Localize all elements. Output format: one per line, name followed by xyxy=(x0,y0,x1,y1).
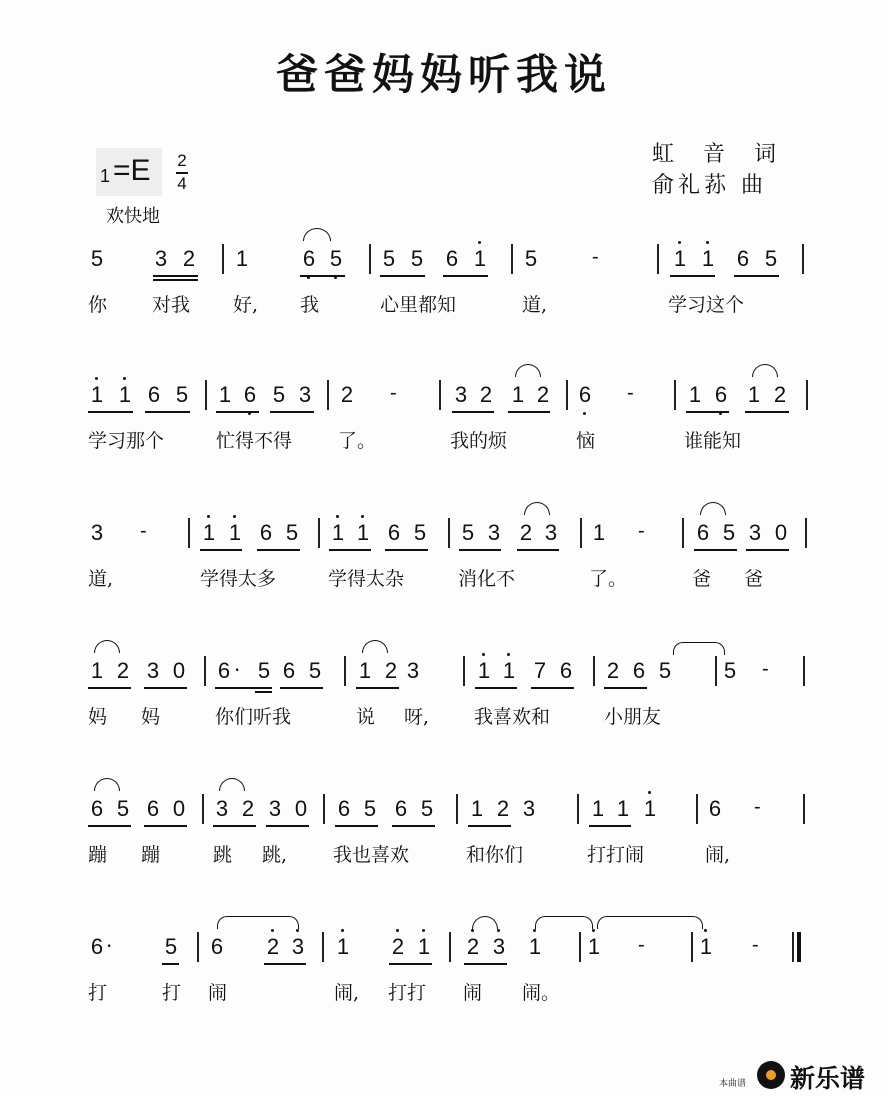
note: 5 xyxy=(90,246,104,271)
lyric: 爸 xyxy=(744,568,764,590)
lyric: 道, xyxy=(88,568,114,590)
note: 5 xyxy=(308,658,322,683)
note: 1 xyxy=(417,934,431,959)
note: 6 xyxy=(736,246,750,271)
lyric: 闹 xyxy=(208,982,228,1004)
underline xyxy=(144,687,187,689)
vinyl-record-icon xyxy=(757,1061,785,1089)
barline xyxy=(566,380,568,410)
note: 3 xyxy=(544,520,558,545)
note: 1 xyxy=(643,796,657,821)
lyric: 打 xyxy=(88,982,108,1004)
barline xyxy=(463,656,465,686)
lyric: 好, xyxy=(233,294,259,316)
slur xyxy=(94,640,120,653)
slur xyxy=(472,916,498,929)
underline xyxy=(329,549,371,551)
underline xyxy=(88,825,131,827)
dash: - xyxy=(762,658,769,680)
score-row-5 xyxy=(0,782,888,892)
note: 1 xyxy=(699,934,713,959)
barline xyxy=(682,518,684,548)
note: 5 xyxy=(329,246,343,271)
note: 5 xyxy=(410,246,424,271)
note: 6 xyxy=(708,796,722,821)
underline xyxy=(734,275,779,277)
lyric: 爸 xyxy=(692,568,712,590)
note: 5 xyxy=(382,246,396,271)
note: 6 xyxy=(632,658,646,683)
underline xyxy=(389,963,432,965)
note: 3 xyxy=(492,934,506,959)
underline xyxy=(257,549,300,551)
note: 6 xyxy=(714,382,728,407)
note: 6 xyxy=(147,382,161,407)
underline xyxy=(153,275,198,277)
note: 1 xyxy=(616,796,630,821)
note: 5 xyxy=(722,520,736,545)
note: 2 xyxy=(182,246,196,271)
dash: - xyxy=(752,934,759,956)
footer-note: 本曲谱 xyxy=(719,1079,747,1089)
note: 3 xyxy=(291,934,305,959)
lyric: 跳 xyxy=(213,844,233,866)
barline xyxy=(657,244,659,274)
note: 1 xyxy=(688,382,702,407)
barline xyxy=(344,656,346,686)
composer-credit: 俞礼荪 曲 xyxy=(652,173,767,198)
lyric: 跳, xyxy=(262,844,288,866)
note: 2 xyxy=(519,520,533,545)
barline xyxy=(593,656,595,686)
lyric: 闹, xyxy=(334,982,360,1004)
note: 1 xyxy=(528,934,542,959)
underline xyxy=(475,687,517,689)
lyric: 学习这个 xyxy=(668,294,745,316)
note: 1 xyxy=(90,382,104,407)
note: 5 xyxy=(764,246,778,271)
lyric: 蹦 xyxy=(88,844,108,866)
tie xyxy=(597,916,703,929)
lyric: 忙得不得 xyxy=(216,430,293,452)
barline xyxy=(222,244,224,274)
barline xyxy=(188,518,190,548)
dash: - xyxy=(754,796,761,818)
underline xyxy=(162,963,179,965)
slur xyxy=(752,364,778,377)
note: 6 xyxy=(445,246,459,271)
note: 1 xyxy=(502,658,516,683)
dash: - xyxy=(592,246,599,268)
lyric: 闹。 xyxy=(522,982,561,1004)
note: 0 xyxy=(294,796,308,821)
augmentation-dot: · xyxy=(234,658,241,682)
barline xyxy=(449,932,451,962)
note: 2 xyxy=(496,796,510,821)
note: 1 xyxy=(235,246,249,271)
note: 3 xyxy=(522,796,536,821)
lyric: 打打 xyxy=(388,982,427,1004)
dash: - xyxy=(638,520,645,542)
lyric: 打打闹 xyxy=(587,844,645,866)
note: 0 xyxy=(172,796,186,821)
note: 2 xyxy=(116,658,130,683)
lyric: 和你们 xyxy=(466,844,524,866)
underline xyxy=(216,411,259,413)
barline xyxy=(202,794,204,824)
underline xyxy=(694,549,737,551)
underline xyxy=(746,549,789,551)
note: 5 xyxy=(658,658,672,683)
lyric: 呀, xyxy=(404,706,430,728)
lyric: 学得太多 xyxy=(200,568,277,590)
note: 6 xyxy=(696,520,710,545)
underline xyxy=(464,963,507,965)
note: 2 xyxy=(266,934,280,959)
slur xyxy=(515,364,541,377)
lyric: 妈 xyxy=(141,706,161,728)
score-row-1 xyxy=(0,232,888,342)
note: 6 xyxy=(259,520,273,545)
note: 5 xyxy=(363,796,377,821)
lyric: 我也喜欢 xyxy=(333,844,410,866)
barline xyxy=(803,656,805,686)
note: 3 xyxy=(748,520,762,545)
score-row-2 xyxy=(0,368,888,478)
note: 5 xyxy=(285,520,299,545)
underline xyxy=(264,963,306,965)
underline xyxy=(255,691,272,693)
slur xyxy=(303,228,331,241)
underline xyxy=(88,411,133,413)
note: 2 xyxy=(466,934,480,959)
lyric: 说 xyxy=(356,706,376,728)
note: 6 xyxy=(578,382,592,407)
barline xyxy=(674,380,676,410)
barline xyxy=(803,794,805,824)
lyricist-credit: 虹 音 词 xyxy=(652,142,780,167)
note: 2 xyxy=(773,382,787,407)
tie xyxy=(535,916,593,929)
note: 0 xyxy=(774,520,788,545)
underline xyxy=(686,411,729,413)
final-barline-thin xyxy=(792,932,794,962)
note: 6 xyxy=(387,520,401,545)
underline xyxy=(213,825,256,827)
note: 1 xyxy=(511,382,525,407)
augmentation-dot: · xyxy=(106,934,113,958)
underline xyxy=(517,549,559,551)
underline xyxy=(280,687,323,689)
tempo-marking: 欢快地 xyxy=(106,206,160,227)
lyric: 蹦 xyxy=(141,844,161,866)
note: 5 xyxy=(420,796,434,821)
note: 1 xyxy=(747,382,761,407)
dash: - xyxy=(140,520,147,542)
underline xyxy=(443,275,488,277)
lyric: 我的烦 xyxy=(450,430,508,452)
barline xyxy=(577,794,579,824)
note: 5 xyxy=(116,796,130,821)
final-barline-thick xyxy=(797,932,801,962)
note: 6 xyxy=(243,382,257,407)
dash: - xyxy=(390,382,397,404)
note: 1 xyxy=(473,246,487,271)
underline xyxy=(266,825,309,827)
note: 6 xyxy=(282,658,296,683)
underline xyxy=(468,825,511,827)
site-logo[interactable]: 新乐谱 xyxy=(790,1064,866,1093)
note: 1 xyxy=(591,796,605,821)
barline xyxy=(448,518,450,548)
underline xyxy=(153,279,198,281)
note: 5 xyxy=(257,658,271,683)
note: 3 xyxy=(487,520,501,545)
note: 2 xyxy=(536,382,550,407)
barline xyxy=(197,932,199,962)
slur xyxy=(94,778,120,791)
slur xyxy=(217,916,299,929)
underline xyxy=(335,825,378,827)
underline xyxy=(459,549,501,551)
note: 6 xyxy=(90,796,104,821)
score-row-4 xyxy=(0,644,888,754)
key-one: 1 xyxy=(100,166,111,186)
slur xyxy=(219,778,245,791)
barline xyxy=(204,656,206,686)
lyric: 了。 xyxy=(338,430,377,452)
note: 6 xyxy=(217,658,231,683)
note: 1 xyxy=(358,658,372,683)
score-row-3 xyxy=(0,506,888,616)
note: 6 xyxy=(394,796,408,821)
underline xyxy=(356,687,399,689)
note: 1 xyxy=(592,520,606,545)
note: 2 xyxy=(340,382,354,407)
barline xyxy=(715,656,717,686)
underline xyxy=(215,687,272,689)
note: 3 xyxy=(146,658,160,683)
note: 5 xyxy=(461,520,475,545)
tie xyxy=(673,642,725,655)
lyric: 了。 xyxy=(589,568,628,590)
note: 7 xyxy=(533,658,547,683)
slur xyxy=(700,502,726,515)
barline xyxy=(456,794,458,824)
note: 3 xyxy=(454,382,468,407)
note: 1 xyxy=(336,934,350,959)
barline xyxy=(580,518,582,548)
note: 3 xyxy=(154,246,168,271)
lyric: 你 xyxy=(88,294,108,316)
underline xyxy=(270,411,314,413)
page-title: 爸爸妈妈听我说 xyxy=(275,50,612,99)
barline xyxy=(696,794,698,824)
lyric: 道, xyxy=(522,294,548,316)
barline xyxy=(327,380,329,410)
lyric: 你们听我 xyxy=(215,706,292,728)
barline xyxy=(318,518,320,548)
note: 3 xyxy=(90,520,104,545)
score-row-6 xyxy=(0,920,888,1030)
lyric: 妈 xyxy=(88,706,108,728)
note: 1 xyxy=(218,382,232,407)
underline xyxy=(385,549,428,551)
note: 1 xyxy=(470,796,484,821)
underline xyxy=(670,275,715,277)
underline xyxy=(392,825,435,827)
note: 5 xyxy=(175,382,189,407)
note: 1 xyxy=(356,520,370,545)
barline xyxy=(691,932,693,962)
lyric: 学习那个 xyxy=(88,430,165,452)
key-signature: =E xyxy=(113,154,151,187)
note: 2 xyxy=(241,796,255,821)
note: 1 xyxy=(228,520,242,545)
note: 2 xyxy=(479,382,493,407)
barline xyxy=(579,932,581,962)
underline xyxy=(145,411,190,413)
barline xyxy=(369,244,371,274)
note: 1 xyxy=(477,658,491,683)
note: 6 xyxy=(559,658,573,683)
lyric: 小朋友 xyxy=(604,706,662,728)
dash: - xyxy=(627,382,634,404)
note: 5 xyxy=(413,520,427,545)
underline xyxy=(88,687,131,689)
note: 6 xyxy=(337,796,351,821)
underline xyxy=(589,825,631,827)
barline xyxy=(323,794,325,824)
underline xyxy=(300,275,345,277)
barline xyxy=(439,380,441,410)
lyric: 心里都知 xyxy=(380,294,457,316)
note: 3 xyxy=(268,796,282,821)
note: 6 xyxy=(210,934,224,959)
barline xyxy=(805,518,807,548)
barline xyxy=(802,244,804,274)
note: 2 xyxy=(606,658,620,683)
note: 2 xyxy=(384,658,398,683)
underline xyxy=(200,549,242,551)
underline xyxy=(531,687,574,689)
note: 1 xyxy=(118,382,132,407)
lyric: 学得太杂 xyxy=(328,568,405,590)
note: 1 xyxy=(673,246,687,271)
underline xyxy=(604,687,647,689)
note: 3 xyxy=(215,796,229,821)
note: 0 xyxy=(172,658,186,683)
note: 5 xyxy=(723,658,737,683)
note: 6 xyxy=(302,246,316,271)
note: 1 xyxy=(587,934,601,959)
lyric: 打 xyxy=(162,982,182,1004)
note: 3 xyxy=(406,658,420,683)
barline xyxy=(322,932,324,962)
note: 1 xyxy=(202,520,216,545)
underline xyxy=(144,825,187,827)
lyric: 谁能知 xyxy=(684,430,742,452)
lyric: 恼 xyxy=(576,430,596,452)
barline xyxy=(205,380,207,410)
underline xyxy=(745,411,789,413)
underline xyxy=(452,411,494,413)
note: 5 xyxy=(272,382,286,407)
underline xyxy=(508,411,550,413)
underline xyxy=(380,275,425,277)
note: 1 xyxy=(331,520,345,545)
note: 5 xyxy=(524,246,538,271)
barline xyxy=(806,380,808,410)
note: 3 xyxy=(298,382,312,407)
lyric: 闹 xyxy=(463,982,483,1004)
note: 6 xyxy=(90,934,104,959)
lyric: 我 xyxy=(300,294,320,316)
note: 6 xyxy=(146,796,160,821)
lyric: 消化不 xyxy=(458,568,516,590)
dash: - xyxy=(638,934,645,956)
note: 2 xyxy=(391,934,405,959)
note: 1 xyxy=(90,658,104,683)
time-signature-numerator: 2 xyxy=(177,151,187,170)
lyric: 闹, xyxy=(705,844,731,866)
time-signature-denominator: 4 xyxy=(177,174,187,193)
slur xyxy=(524,502,550,515)
note: 1 xyxy=(701,246,715,271)
slur xyxy=(362,640,388,653)
note: 5 xyxy=(164,934,178,959)
lyric: 对我 xyxy=(152,294,191,316)
barline xyxy=(511,244,513,274)
lyric: 我喜欢和 xyxy=(474,706,551,728)
